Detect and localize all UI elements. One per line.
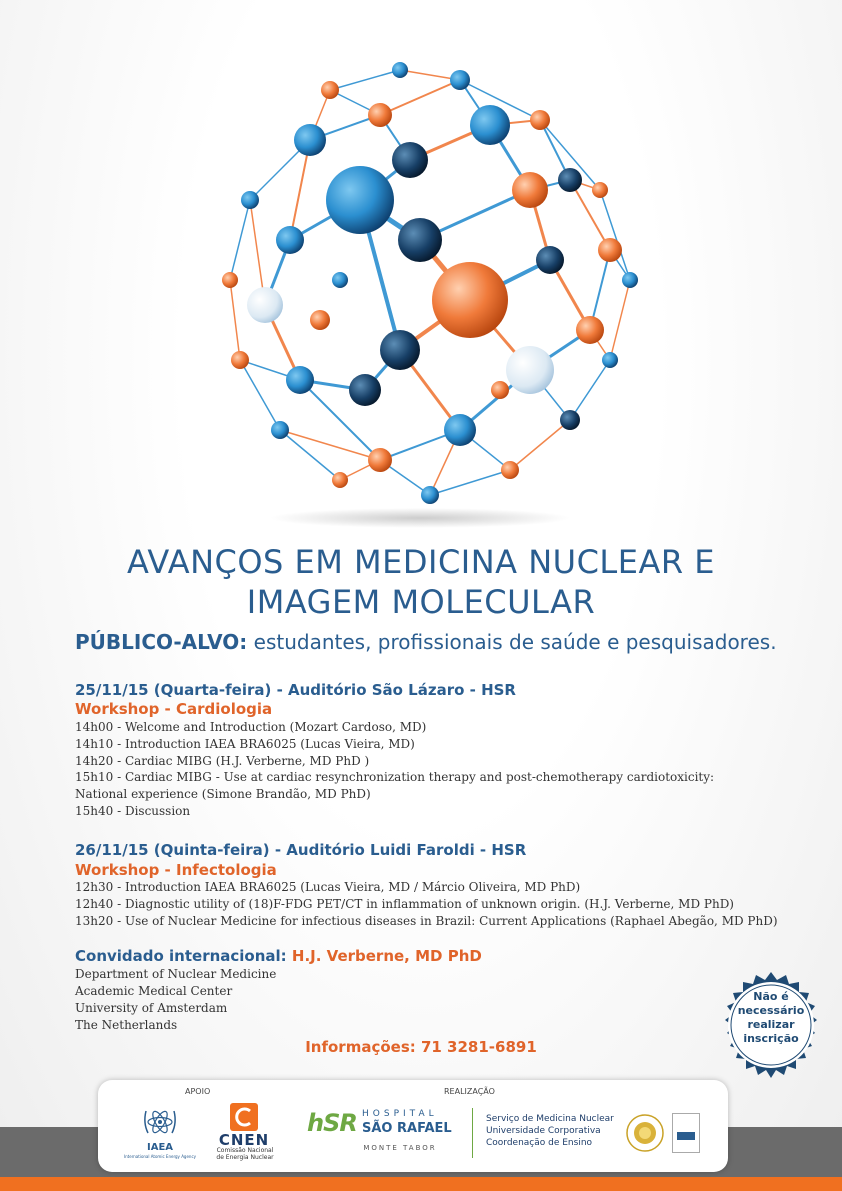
- title-line-1: AVANÇOS EM MEDICINA NUCLEAR E: [127, 543, 715, 581]
- partner-logo-box: [672, 1113, 700, 1153]
- service-line: Coordenação de Ensino: [486, 1138, 593, 1148]
- schedule-item: 14h10 - Introduction IAEA BRA6025 (Lucas Vieira, MD): [75, 736, 415, 751]
- affiliation-line: The Netherlands: [75, 1018, 178, 1032]
- schedule-item: 13h20 - Use of Nuclear Medicine for infectious diseases in Brazil: Current Applications (Raphael Abegão, MD PhD): [75, 913, 778, 928]
- day1-heading: 25/11/15 (Quarta-feira) - Auditório São Lázaro - HSR: [75, 681, 516, 699]
- day2-workshop: Workshop - Infectologia: [75, 861, 277, 879]
- service-line: Serviço de Medicina Nuclear: [486, 1114, 614, 1124]
- guest-affiliation: [75, 966, 276, 1034]
- audience-text: estudantes, profissionais de saúde e pesquisadores.: [247, 630, 777, 654]
- affiliation-line: Academic Medical Center: [75, 984, 233, 998]
- molecule-network-illustration: [170, 30, 670, 530]
- guest-heading: [75, 947, 482, 965]
- partner-logo-icon: [677, 1132, 695, 1140]
- target-audience: [75, 630, 795, 654]
- iaea-atom-icon: [140, 1105, 180, 1141]
- schedule-item: 15h10 - Cardiac MIBG - Use at cardiac resynchronization therapy and post-chemotherapy cardiotoxicity:: [75, 770, 715, 785]
- guest-name: H.J. Verberne, MD PhD: [291, 947, 482, 965]
- affiliation-line: University of Amsterdam: [75, 1001, 228, 1015]
- badge-line: necessário: [737, 1004, 805, 1017]
- hsr-hospital-name: SÃO RAFAEL: [362, 1121, 452, 1136]
- day2-heading: 26/11/15 (Quinta-feira) - Auditório Luidi Faroldi - HSR: [75, 841, 527, 859]
- badge-line: inscrição: [743, 1032, 799, 1045]
- schedule-item: 12h30 - Introduction IAEA BRA6025 (Lucas Vieira, MD / Márcio Oliveira, MD PhD): [75, 880, 581, 894]
- support-label: APOIO: [185, 1087, 211, 1096]
- audience-label: PÚBLICO-ALVO:: [75, 630, 248, 654]
- hsr-subtitle: MONTE TABOR: [363, 1144, 437, 1152]
- service-line: Universidade Corporativa: [486, 1126, 601, 1136]
- gold-seal-icon: [625, 1113, 665, 1153]
- cnen-sub-line: Comissão Nacional: [216, 1147, 274, 1154]
- organizer-label: REALIZAÇÃO: [444, 1087, 495, 1096]
- schedule-item: 14h00 - Welcome and Introduction (Mozart Cardoso, MD): [75, 720, 427, 734]
- badge-line: Não é: [753, 990, 789, 1003]
- schedule-item: 15h40 - Discussion: [75, 803, 191, 818]
- footer-stripe: [0, 1177, 842, 1191]
- service-info: [486, 1113, 614, 1149]
- day1-workshop: Workshop - Cardiologia: [75, 700, 273, 718]
- schedule-item: National experience (Simone Brandão, MD PhD): [75, 787, 371, 802]
- cnen-subtitle: [210, 1147, 280, 1161]
- guest-label: Convidado internacional:: [75, 947, 292, 965]
- cnen-sub-line: de Energia Nuclear: [216, 1154, 274, 1161]
- cnen-logo-icon: [230, 1103, 258, 1131]
- badge-text: [712, 990, 830, 1046]
- affiliation-line: Department of Nuclear Medicine: [75, 967, 277, 981]
- info-phone: Informações: 71 3281-6891: [305, 1038, 537, 1056]
- footer-divider: [472, 1108, 473, 1158]
- hsr-logo-mark: hSR: [307, 1109, 357, 1137]
- badge-line: realizar: [747, 1018, 795, 1031]
- schedule-item: 12h40 - Diagnostic utility of (18)F-FDG PET/CT in inflammation of unknown origin. (H.J. Verberne, MD PhD): [75, 896, 734, 911]
- hsr-hospital-word: HOSPITAL: [362, 1109, 438, 1119]
- iaea-name: IAEA: [146, 1142, 174, 1153]
- day2-schedule: [75, 879, 815, 929]
- title-line-2: IMAGEM MOLECULAR: [246, 583, 596, 621]
- iaea-subtitle: International Atomic Energy Agency: [123, 1154, 197, 1159]
- day1-schedule: [75, 719, 815, 820]
- schedule-item: 14h20 - Cardiac MIBG (H.J. Verberne, MD PhD ): [75, 753, 370, 768]
- cnen-name: CNEN: [218, 1131, 270, 1149]
